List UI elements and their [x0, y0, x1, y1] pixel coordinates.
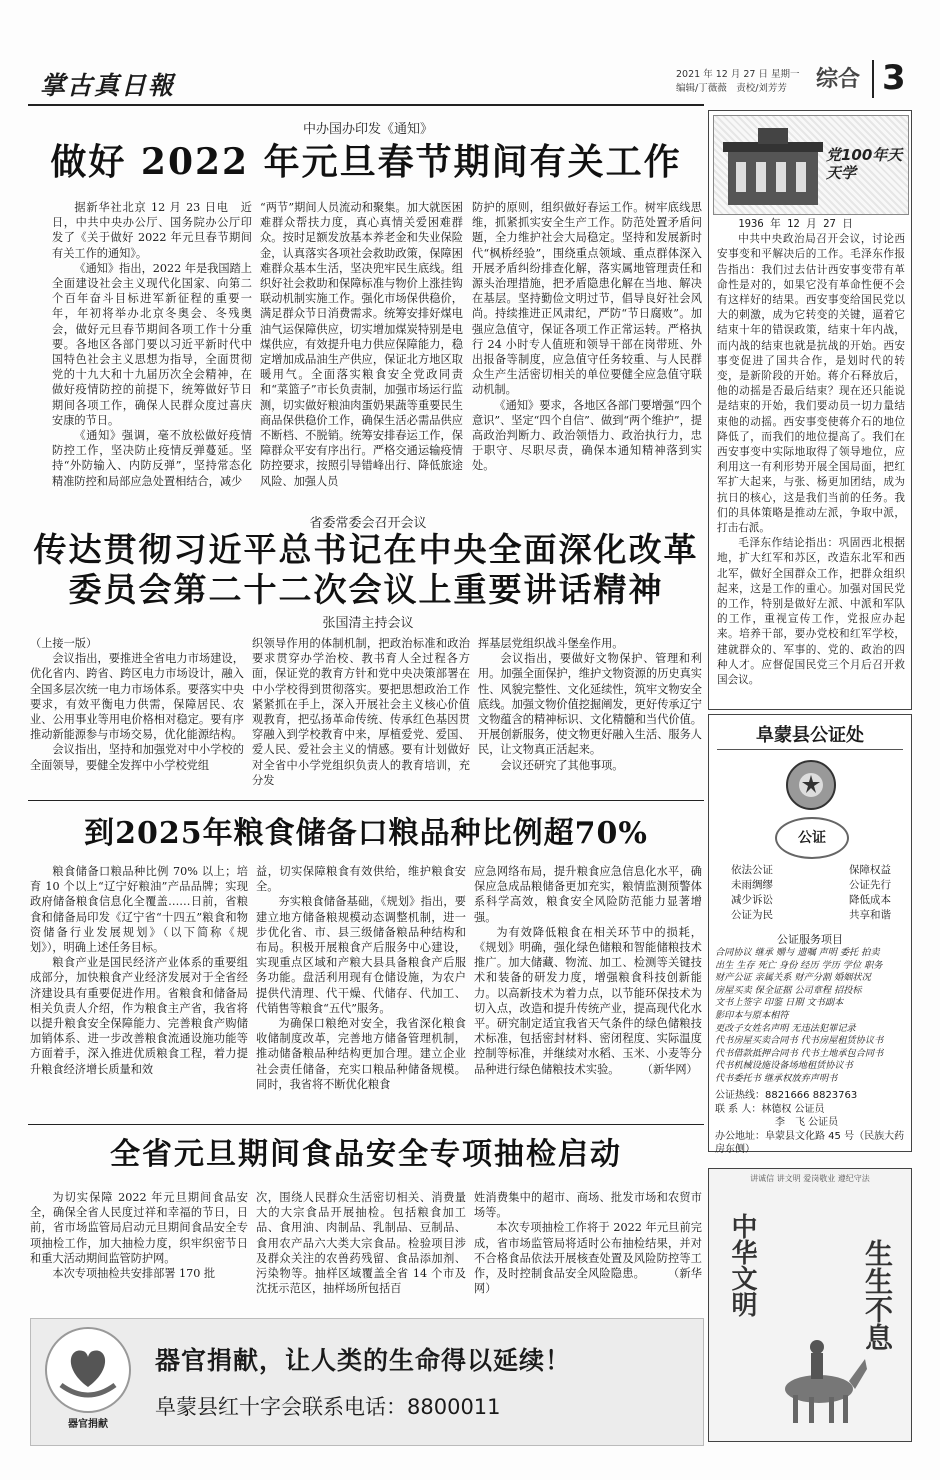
ad-tagline: 讲诚信 讲文明 爱岗敬业 遵纪守法	[750, 1174, 870, 1183]
page-number: 3	[882, 58, 906, 98]
service-item: 房屋买卖 保全证据 公司章程 招投标	[715, 984, 862, 996]
article2-headline-line1: 传达贯彻习近平总书记在中央全面深化改革	[33, 530, 699, 569]
service-item: 合同协议 继承 赠与 遗嘱 声明 委托 拍卖	[715, 947, 880, 958]
paragraph: 中共中央政治局召开会议，讨论西安事变和平解决后的工作。毛泽东作报告指出：我们过去估计西安事变带有革命性是对的，如果它没有革命性便不会有这样好的结果。西安事变给国民党以大的刺激，成为它转变的关键，逼着它结束十年的错误政策，结束十年内战，而内战的结束也就是抗战的开始。西安事变促进了国共合作，是划时代的转变，是新阶段的开始。蒋介石释放后，他的动摇是否最后结束？现在还只能说是结束的开始，我们要动员一切力量结束他的动摇。西安事变使蒋介石的地位降低了，而我们的地位提高了。我们在西安事变中实际地取得了领导地位，应利用这一有利形势开展全国局面，把红军扩大起来，与张、杨更加团结，成为抗日的核心，这是我们当前的任务。我们的具体策略是推动左派，争取中派，打击右派。	[717, 233, 905, 535]
history-text	[717, 217, 905, 705]
notary-contacts	[715, 1089, 907, 1157]
article3-headline: 到2025年粮食储备口粮品种比例超70%	[84, 816, 648, 851]
contact-person-2: 李 飞 公证员	[775, 1117, 839, 1128]
motto-grid	[731, 863, 891, 923]
section-divider	[872, 60, 874, 98]
service-item: 代书房屋买卖合同书 代书房屋租赁协议书	[715, 1035, 884, 1047]
motto: 公证先行	[849, 879, 891, 891]
service-item: 代书委托书 继承权放弃声明书	[715, 1072, 838, 1084]
history-column	[708, 110, 912, 710]
history-date: 1936 年 12 月 27 日	[738, 218, 853, 230]
paragraph: 会议还研究了其他事项。	[500, 758, 624, 772]
paragraph: 为确保口粮绝对安全，我省深化粮食收储制度改革，完善地方储备管理机制，推动储备粮品种结构更加合理。建立企业社会责任储备，充实口粮品种储备规模。同时，我省将不断优化粮食	[256, 1017, 466, 1091]
paragraph: 挥基层党组织战斗堡垒作用。	[478, 637, 624, 650]
paragraph: 本次专项抽检共安排部署 170 批	[52, 1267, 216, 1281]
history-banner	[713, 115, 909, 215]
seal-label: 公证	[798, 830, 826, 846]
paragraph: 粮食产业是国民经济产业体系的重要组成部分，加快粮食产业经济发展对于全省经济建设具有重要促进作用。省粮食和储备局相关负责人介绍，作为粮食主产省，我省将以提升粮食安全保障能力、完善粮食产购储加销体系、进一步改善粮食流通设施功能等方面着手，深入推进优质粮食工程，着力提升粮食经济增长质量和效	[30, 956, 248, 1076]
masthead	[28, 60, 912, 106]
divider	[28, 1124, 704, 1125]
logo-caption: 器官捐献	[68, 1419, 108, 1430]
contact-person: 联 系 人：林德权 公证员	[715, 1103, 825, 1115]
services-list	[715, 947, 907, 1086]
article2-subkicker: 张国清主持会议	[322, 616, 414, 631]
paragraph: 姓消费集中的超市、商场、批发市场和农贸市场等。	[474, 1191, 702, 1220]
article4-col2	[256, 1190, 466, 1308]
divider	[28, 800, 704, 801]
paragraph: （上接一版）	[30, 637, 98, 650]
date-line: 2021 年 12 月 27 日 星期一	[676, 69, 800, 80]
national-emblem-icon	[781, 757, 841, 813]
motto: 公证为民	[731, 909, 773, 921]
service-item: 影印本与原本相符	[715, 1009, 789, 1021]
paragraph: 本次专项抽检工作将于 2022 年元旦前完成，省市场监管局将适时公布抽检结果，并对不合格食品依法开展核查处置及风险防控等工作，及时控制食品安全风险隐患。 （新华网）	[474, 1221, 702, 1296]
article2-headline-line2: 委员会第二十二次会议上重要讲话精神	[68, 570, 664, 609]
service-item: 出生 生存 死亡 身份 经历 学历 学位 职务	[715, 959, 883, 971]
article3-col2	[256, 864, 466, 1122]
paragraph: 次，围绕人民群众生活密切相关、消费量大的大宗食品开展抽检。包括粮食加工品、食用油、肉制品、乳制品、豆制品、食用农产品六大类大宗食品。检验项目涉及群众关注的农兽药残留、食品添加剂、污染物等。抽样区域覆盖全省 14 个市及沈抚示范区，抽样场所包括百	[256, 1191, 466, 1296]
notary-ad	[708, 714, 912, 1155]
service-item: 财产公证 亲属关系 财产分割 婚姻状况	[715, 972, 871, 984]
article4-col1	[30, 1190, 248, 1308]
horse-rider-illustration	[769, 1319, 869, 1429]
article2-col2	[252, 636, 470, 796]
paragraph: 为有效降低粮食在相关环节中的损耗，《规划》明确，强化绿色储粮和智能储粮技术推广。加大储藏、物流、加工、检测等关键技术和装备的研发力度，增强粮食科技创新能力。以高新技术为着力点，以节能环保技术为切入点，改造和提升传统产业，提高现代化水平。研究制定适宜我省天气条件的绿色储粮技术标准，包括密封材料、密闭程度、实际温度控制等标准，并继续对水稻、玉米、小麦等分品种进行绿色储粮技术实验。 （新华网）	[474, 925, 702, 1076]
paragraph: 益，切实保障粮食有效供给，维护粮食安全。	[256, 865, 466, 894]
article2-col1	[30, 636, 244, 796]
article3-col3	[474, 864, 702, 1122]
paragraph: 应急网络布局，提升粮食应急信息化水平，确保应急成品粮储备更加充实，粮情监测预警体系科学高效，粮食安全风险防范能力显著增强。	[474, 865, 702, 924]
article2-kicker: 省委常委会召开会议	[309, 516, 427, 531]
newspaper-logo: 掌古真日報	[40, 71, 176, 100]
article3-col1	[30, 864, 248, 1122]
service-item: 文书上签字 印鉴 日期 文书副本	[715, 997, 844, 1009]
organ-donation-ad	[30, 1318, 704, 1446]
article4-headline: 全省元旦期间食品安全专项抽检启动	[110, 1137, 622, 1172]
paragraph: 会议指出，要推进全省电力市场建设，优化省内、跨省、跨区电力市场设计，融入全国多层次统一电力市场体系。要落实中央要求，有效平衡电力供需，保障居民、农业、公用事业等用电价格相对稳定。要有序推动新能源参与市场交易，优化能源结构。	[30, 652, 244, 742]
editors-line: 编辑/丁薇薇 责校/刘芳芳	[676, 83, 787, 94]
ad-text-endless: 生生不息	[861, 1239, 894, 1351]
motto: 共享和谐	[849, 909, 891, 921]
paragraph: 《通知》要求，各地区各部门要增强“四个意识”、坚定“四个自信”、做到“两个维护”，提高政治判断力、政治领悟力、政治执行力，忠于职守、尽职尽责，确保本通知精神落到实处。	[472, 398, 702, 473]
civilization-ad	[708, 1168, 912, 1442]
motto: 保障权益	[849, 864, 891, 876]
motto: 依法公证	[731, 864, 773, 876]
notary-title: 阜蒙县公证处	[756, 725, 864, 746]
title-rule	[717, 749, 903, 750]
service-item: 代书借款抵押合同书 代书土地承包合同书	[715, 1047, 884, 1059]
motto: 减少诉讼	[731, 894, 773, 906]
paragraph: 《通知》指出，2022 年是我国踏上全面建设社会主义现代化国家、向第二个百年奋斗目标进军新征程的重要一年，年初将举办北京冬奥会、冬残奥会，做好元旦春节期间各项工作十分重要。各地区各部门要以习近平新时代中国特色社会主义思想为指导，全面贯彻党的十九大和十九届历次全会精神，在做好疫情防控的前提下，统筹做好节日期间各项工作，确保人民群众度过喜庆安康的节日。	[52, 261, 252, 427]
article2-col3	[478, 636, 702, 796]
ad-slogan: 器官捐献，让人类的生命得以延续！	[155, 1346, 572, 1375]
banner-text: 党100年天天学	[826, 146, 903, 182]
paragraph: 《通知》强调，毫不放松做好疫情防控工作，坚决防止疫情反弹蔓延。坚持“外防输入、内防反弹”，坚持常态化精准防控和局部应急处置相结合，减少	[52, 429, 252, 488]
paragraph: 为切实保障 2022 年元旦期间食品安全，确保全省人民度过祥和幸福的节日，日前，省市场监管局启动元旦期间食品安全专项抽检工作，加大抽检力度，织牢织密节日和重大活动期间监管防护网。	[30, 1191, 248, 1265]
section-name: 综合	[816, 67, 861, 92]
paragraph: 据新华社北京 12 月 23 日电 近日，中共中央办公厅、国务院办公厅印发了《关于做好 2022 年元旦春节期间有关工作的通知》。	[52, 201, 252, 260]
hotline: 公证热线：8821666 8823763	[715, 1090, 858, 1101]
masthead-rule	[28, 104, 704, 106]
paragraph: 会议指出，要做好文物保护、管理和利用。加强全面保护，维护文物资源的历史真实性、风貌完整性、文化延续性，筑牢文物安全底线。加强文物价值挖掘阐发，更好传承辽宁文物蕴含的精神标识、文化精髓和当代价值。开展创新服务，使文物更好融入生活、服务人民，让文物真正活起来。	[478, 652, 702, 757]
motto: 降低成本	[849, 894, 891, 906]
paragraph: 防护的原则，组织做好春运工作。树牢底线思维，抓紧抓实安全生产工作。防范处置矛盾问题，全力维护社会大局稳定。坚持和发展新时代“枫桥经验”，围绕重点领域、重点群体深入开展矛盾纠纷排查化解，落实属地管理责任和源头治理措施，把矛盾隐患化解在当地、解决在基层。坚持勤俭文明过节，倡导良好社会风尚。持续推进正风肃纪，严防“节日腐败”。加强应急值守，保证各项工作正常运转。严格执行 24 小时专人值班和领导干部在岗带班、外出报备等制度，应急值守任务较重、与人民群众生产生活密切相关的单位要健全应急值守联动机制。	[472, 201, 702, 397]
service-item: 代书机械设施设备场地租赁协议书	[715, 1060, 853, 1072]
office-address: 办公地址：阜蒙县文化路 45 号（民族大药房东侧）	[715, 1130, 905, 1155]
article1-col3	[472, 200, 702, 500]
ad-text-civilization: 中华文明	[727, 1213, 757, 1317]
paragraph: 毛泽东作结论指出：巩固西北根据地，扩大红军和苏区，改造东北军和西北军，做好全国群众工作，把群众组织起来，这是工作的重心。加强对国民党的工作，特别是做好左派、中派和军队的工作，重视宣传工作，党报应办起来。培养干部，要办党校和红军学校，建就群众的、军事的、党的、政治的四种人才。应督促国民党三个月后召开救国会议。	[717, 537, 905, 687]
article1-col1	[52, 200, 252, 500]
paragraph: 粮食储备口粮品种比例 70% 以上；培育 10 个以上“辽宁好粮油”产品品牌；实现政府储备粮食信息化全覆盖……日前，省粮食和储备局印发《辽宁省“十四五”粮食和物资储备行业发展规划》（以下简称《规划》），明确上述任务目标。	[30, 865, 248, 955]
notary-seal	[775, 817, 849, 859]
article1-kicker: 中办国办印发《通知》	[302, 122, 433, 137]
service-item: 更改子女姓名声明 无违法犯罪记录	[715, 1022, 856, 1034]
building-icon	[718, 120, 828, 210]
article1-headline: 做好 2022 年元旦春节期间有关工作	[50, 141, 682, 183]
heart-hands-logo-icon	[43, 1325, 133, 1415]
ad-contact-phone: 阜蒙县红十字会联系电话：8800011	[155, 1395, 501, 1419]
paragraph: 会议指出，坚持和加强党对中小学校的全面领导，要健全发挥中小学校党组	[30, 743, 244, 772]
paragraph: “两节”期间人员流动和聚集。加大就医困难群众帮扶力度，真心真情关爱困难群众。按时足额发放基本养老金和失业保险金，认真落实各项社会救助政策，保障困难群众基本生活，坚决兜牢民生底线。组织好社会救助和保障标准与物价上涨挂钩联动机制实施工作。强化市场保供稳价，满足群众节日消费需求。统筹安排好煤电油气运保障供应，切实增加煤炭特别是电煤供应，有效提升电力供应保障能力，稳定增加成品油生产供应，保证北方地区取暖用气。全面落实粮食安全党政同责和“菜篮子”市长负责制，加强市场运行监测，切实做好粮油肉蛋奶果蔬等重要民生商品保供稳价工作，确保生活必需品供应不断档、不脱销。统筹安排春运工作，保障群众平安有序出行。严格交通运输疫情防控要求，按照引导错峰出行、降低旅途风险、加强人员	[260, 201, 463, 488]
paragraph: 织领导作用的体制机制，把政治标准和政治要求贯穿办学治校、教书育人全过程各方面，保证党的教育方针和党中央决策部署在中小学校得到贯彻落实。要把思想政治工作紧紧抓在手上，深入开展社会主义核心价值观教育，把弘扬革命传统、传承红色基因贯穿融入到学校教育中来，厚植爱党、爱国、爱人民、爱社会主义的情感。要有计划做好对全省中小学党组织负责人的教育培训，充分发	[252, 637, 470, 787]
article4-col3	[474, 1190, 702, 1308]
paragraph: 夯实粮食储备基础，《规划》指出，要建立地方储备粮规模动态调整机制，进一步优化省、市、县三级储备粮品种结构和布局。积极开展粮食产后服务中心建设，实现重点区域和产粮大县具备粮食产后服务功能。盘活利用现有仓储设施，为农户提供代清理、代干燥、代储存、代加工、代销售等粮食“五代”服务。	[256, 895, 466, 1015]
services-title: 公证服务项目	[777, 933, 843, 946]
motto: 未雨绸缪	[731, 879, 773, 891]
article1-col2	[260, 200, 463, 500]
